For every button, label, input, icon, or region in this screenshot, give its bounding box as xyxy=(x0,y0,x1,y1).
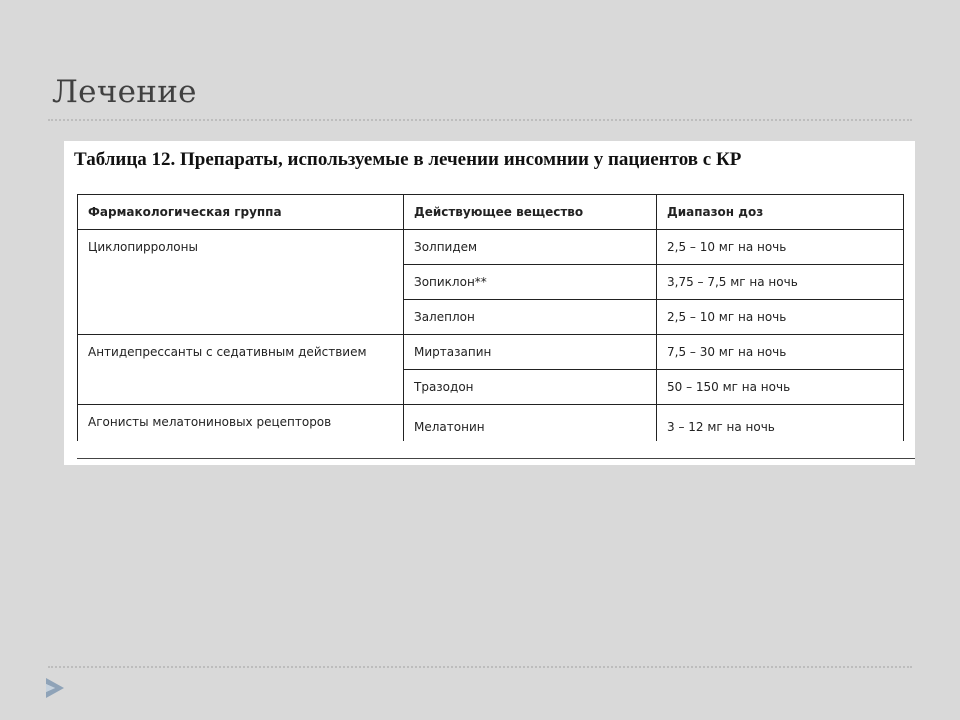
footer-divider xyxy=(48,666,912,668)
substance-cell: Тразодон xyxy=(404,370,657,405)
play-arrow-icon[interactable] xyxy=(44,676,66,700)
table-header-row xyxy=(78,195,904,230)
header-substance: Действующее вещество xyxy=(404,195,657,230)
substance-cell: Миртазапин xyxy=(404,335,657,370)
dose-cell: 50 – 150 мг на ночь xyxy=(657,370,904,405)
table-image-panel xyxy=(64,141,915,465)
drug-table xyxy=(77,194,904,465)
image-cut-line xyxy=(77,458,915,459)
table-row xyxy=(78,230,904,265)
slide-title: Лечение xyxy=(52,74,197,110)
table-row xyxy=(78,335,904,370)
group-cell: Циклопирролоны xyxy=(78,230,404,335)
dose-cell: 3 – 12 мг на ночь xyxy=(657,405,904,450)
table-caption: Таблица 12. Препараты, используемые в лечении инсомнии у пациентов с КР xyxy=(74,149,742,170)
header-dose: Диапазон доз xyxy=(657,195,904,230)
dose-cell: 7,5 – 30 мг на ночь xyxy=(657,335,904,370)
group-cell: Антидепрессанты с седативным действием xyxy=(78,335,404,405)
dose-cell: 2,5 – 10 мг на ночь xyxy=(657,230,904,265)
dose-cell: 3,75 – 7,5 мг на ночь xyxy=(657,265,904,300)
title-divider xyxy=(48,119,912,121)
substance-cell: Зопиклон** xyxy=(404,265,657,300)
substance-cell: Мелатонин xyxy=(404,405,657,450)
substance-cell: Залеплон xyxy=(404,300,657,335)
substance-cell: Золпидем xyxy=(404,230,657,265)
group-cell: Агонисты мелатониновых рецепторов xyxy=(78,405,404,450)
header-group: Фармакологическая группа xyxy=(78,195,404,230)
image-cut-strip xyxy=(64,441,915,465)
dose-cell: 2,5 – 10 мг на ночь xyxy=(657,300,904,335)
